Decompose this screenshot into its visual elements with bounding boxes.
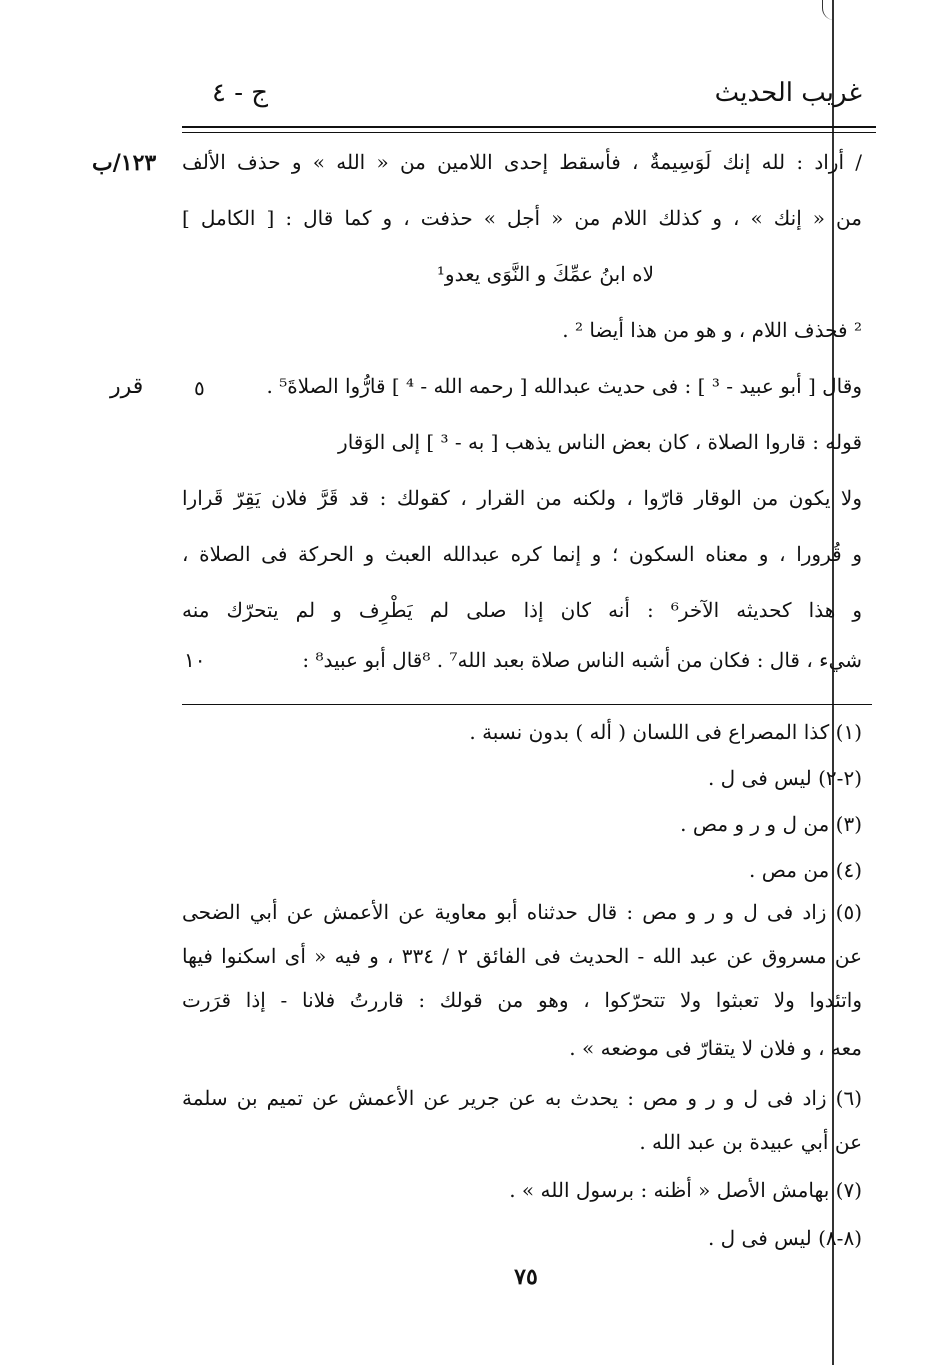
line-number-5: ٥	[194, 376, 205, 400]
page-number: ٧٥	[514, 1264, 538, 1290]
body-line: قوله : قاروا الصلاة ، كان بعض الناس يذهب [ به - ³ ] إلى الوَقار	[338, 430, 862, 454]
page-gutter-line	[832, 0, 834, 1365]
running-title: غريب الحديث	[714, 78, 862, 108]
verse-line: لاه ابنُ عمِّكَ و النَّوَى يعدو¹	[436, 262, 654, 286]
footnote-line: (٨-٨) ليس فى ل .	[707, 1226, 862, 1250]
body-line: / أراد : لله إنك لَوَسِيمةٌ ، فأسقط إحدى اللامين من « الله » و حذف الألف	[182, 150, 862, 174]
footnote-line: واتئدوا ولا تعبثوا ولا تتحرّكوا ، وهو من قولك : قاررتُ فلانا - إذا قرَرت	[182, 988, 862, 1012]
volume-label: ج - ٤	[212, 78, 269, 108]
footnote-line: (٧) بهامش الأصل « أظنه : برسول الله » .	[509, 1178, 862, 1202]
footnote-line: عن مسروق عن عبد الله - الحديث فى الفائق ٢ / ٣٣٤ ، و فيه « أى اسكنوا فيها	[182, 944, 863, 968]
footnote-line: معه ، و فلان لا يتقارّ فى موضعه » .	[569, 1036, 862, 1060]
header-rule-thin	[182, 132, 876, 133]
root-word: قرر	[110, 374, 144, 399]
header-rule	[182, 126, 876, 128]
footnote-line: (١) كذا المصراع فى اللسان ( أله ) بدون نسبة .	[469, 720, 862, 744]
footnote-line: عن أبي عبيدة بن عبد الله .	[639, 1130, 862, 1154]
line-number-10: ١٠	[184, 648, 206, 672]
body-line: وقال [ أبو عبيد - ³ ] : فى حديث عبدالله [ رحمه الله - ⁴ ] قارُّوا الصلاةَ⁵ .	[266, 374, 862, 398]
folio-reference: ١٢٣/ب	[92, 150, 157, 176]
body-line: من « إنك » ، و كذلك اللام من « أجل » حذفت ، و كما قال : [ الكامل ]	[182, 206, 862, 230]
footnote-separator	[182, 704, 872, 705]
body-line: و قُرورا ، و معناه السكون ؛ و إنما كره عبدالله العبث و الحركة فى الصلاة ،	[182, 542, 862, 566]
body-line: ² فحذف اللام ، و هو من هذا أيضا ² .	[562, 318, 862, 342]
footnote-line: (٣) من ل و ر و مص .	[680, 812, 862, 836]
footnote-line: (٢-٢) ليس فى ل .	[707, 766, 862, 790]
body-line: ولا يكون من الوقار قارّوا ، ولكنه من القرار ، كقولك : قد قَرَّ فلان يَقِرّ قَرارا	[182, 486, 862, 510]
body-line: و هذا كحديثه الآخر⁶ : أنه كان إذا صلى لم يَطْرِف و لم يتحرّك منه	[182, 598, 862, 622]
footnote-line: (٦) زاد فى ل و ر و مص : يحدث به عن جرير عن الأعمش عن تميم بن سلمة	[182, 1086, 862, 1110]
footnote-line: (٤) من مص .	[749, 858, 862, 882]
body-line: شيء ، قال : فكان من أشبه الناس صلاة بعبد الله⁷ . ⁸قال أبو عبيد⁸ :	[302, 648, 862, 672]
footnote-line: (٥) زاد فى ل و ر و مص : قال حدثناه أبو معاوية عن الأعمش عن أبي الضحى	[182, 900, 862, 924]
